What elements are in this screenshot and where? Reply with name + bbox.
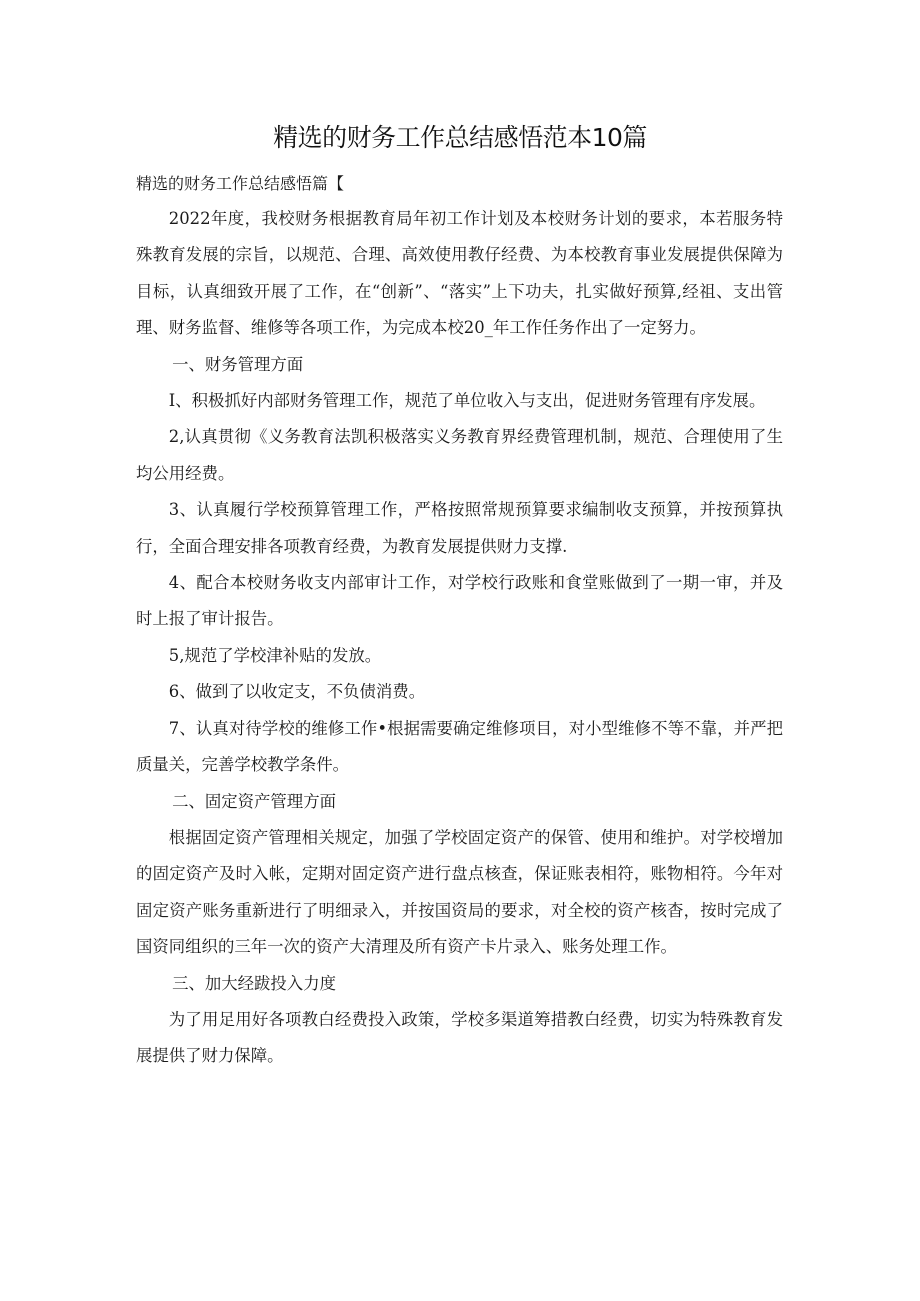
paragraph-intro: 2022年度，我校财务根据教育局年初工作计划及本校财务计划的要求，本若服务特殊教育发展的宗旨，以规范、合理、高效使用教仔经费、为本校教育事业发展提供保障为目标，认真细致开展了工作，在“创新”、“落实”上下功夫，扎实做好预算,经祖、支出管理、财务监督、维修等各项工作，为完成本校20_年工作任务作出了一定努力。	[136, 209, 783, 338]
document-body	[136, 201, 783, 1075]
list-item: 6、做到了以收定支，不负债消费。	[168, 682, 426, 702]
list-item: 5,规范了学校津补贴的发放。	[168, 645, 382, 665]
section-heading-finance-management: 一、财务管理方面	[172, 354, 304, 374]
list-item: I、积极抓好内部财务管理工作，规范了单位收入与支出，促进财务管理有序发展。	[168, 391, 766, 411]
section-heading-investment: 三、加大经跋投入力度	[172, 973, 336, 993]
list-item: 3、认真履行学校预算管理工作，严格按照常规预算要求编制收支预算，并按预算执行，全面合理安排各项教育经费，为教育发展提供财力支撑.	[136, 500, 783, 556]
section-heading-fixed-assets: 二、固定资产管理方面	[172, 791, 336, 811]
document-subtitle: 精选的财务工作总结感悟篇【	[136, 174, 345, 193]
list-item: 7、认真对待学校的维修工作•根据需要确定维修项目，对小型维修不等不靠，并严把质量关，完善学校教学条件。	[136, 718, 783, 775]
document-title: 精选的财务工作总结感悟范本10篇	[273, 123, 647, 152]
list-item: 2,认真贯彻《义务教育法凯积极落实义务教育界经费管理机制，规范、合理使用了生均公用经费。	[136, 427, 783, 483]
list-item: 4、配合本校财务收支内部审计工作，对学校行政账和食堂账做到了一期一审，并及时上报了审计报告。	[136, 573, 783, 629]
paragraph-investment: 为了用足用好各项教白经费投入政策，学校多渠道筹措教白经费，切实为特殊教育发展提供了财力保障。	[136, 1009, 783, 1066]
paragraph-fixed-assets: 根据固定资产管理相关规定，加强了学校固定资产的保管、使用和维护。对学校增加的固定资产及时入帐，定期对固定资产进行盘点核查，保证账表相符，账物相符。今年对固定资产账务重新进行了明细录入，并按国资局的要求，对全校的资产核杳，按时完成了国资同组织的三年一次的资产大清理及所有资产卡片录入、账务处理工作。	[136, 827, 783, 957]
